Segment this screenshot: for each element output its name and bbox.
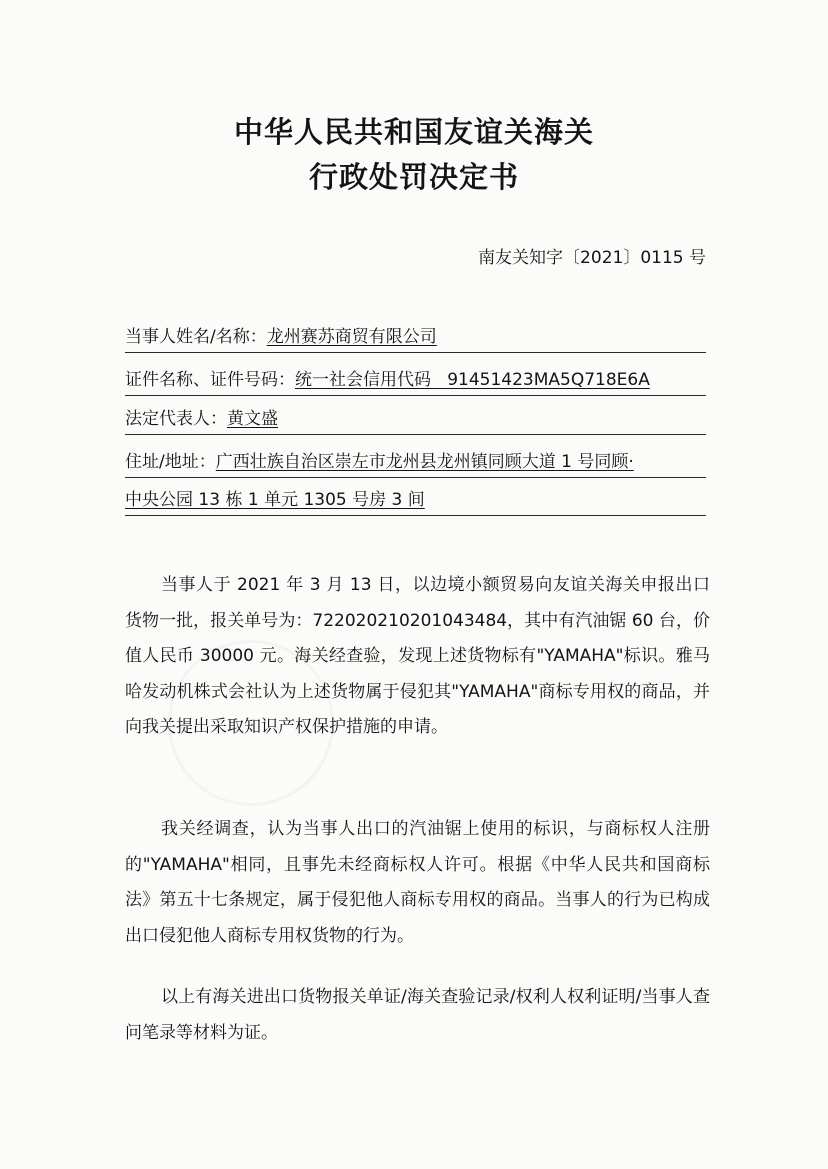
- party-representative-value: 黄文盛: [227, 409, 278, 429]
- party-address-row-2: [125, 485, 706, 516]
- evidence-paragraph: 以上有海关进出口货物报关单证/海关查验记录/权利人权利证明/当事人查问笔录等材料为证。: [125, 987, 710, 1043]
- party-representative-row: [125, 404, 706, 435]
- party-representative-label: 法定代表人：: [125, 409, 227, 429]
- party-address-label: 住址/地址：: [125, 452, 216, 472]
- party-id-value: 统一社会信用代码 91451423MA5Q718E6A: [295, 370, 650, 390]
- fact-paragraph: 当事人于 2021 年 3 月 13 日，以边境小额贸易向友谊关海关申报出口货物一批，报关单号为：722020210201043484，其中有汽油锯 60 台，价值人民币 30000 元。海关经查验，发现上述货物标有"YAMAHA"标识。雅马哈发动机株式会社认为上述货物属于侵犯其"YAMAHA"商标专用权的商品，并向我关提出采取知识产权保护措施的申请。: [125, 575, 710, 738]
- party-id-label: 证件名称、证件号码：: [125, 370, 295, 390]
- party-address-row: [125, 447, 706, 478]
- party-address-value-line2: 中央公园 13 栋 1 单元 1305 号房 3 间: [125, 490, 425, 510]
- party-name-value: 龙州赛苏商贸有限公司: [266, 327, 437, 347]
- party-id-row: [125, 365, 706, 396]
- document-subtitle: 行政处罚决定书: [308, 160, 519, 194]
- document-number: 南友关知字〔2021〕0115 号: [478, 248, 706, 268]
- party-name-label: 当事人姓名/名称：: [125, 327, 267, 347]
- finding-paragraph: 我关经调查，认为当事人出口的汽油锯上使用的标识，与商标权人注册的"YAMAHA"相同，且事先未经商标权人许可。根据《中华人民共和国商标法》第五十七条规定，属于侵犯他人商标专用权的商品。当事人的行为已构成出口侵犯他人商标专用权货物的行为。: [125, 819, 710, 946]
- document-title: 中华人民共和国友谊关海关: [233, 115, 594, 149]
- party-address-value-line1: 广西壮族自治区崇左市龙州县龙州镇同顾大道 1 号同顾·: [215, 452, 634, 472]
- party-name-row: [125, 322, 706, 353]
